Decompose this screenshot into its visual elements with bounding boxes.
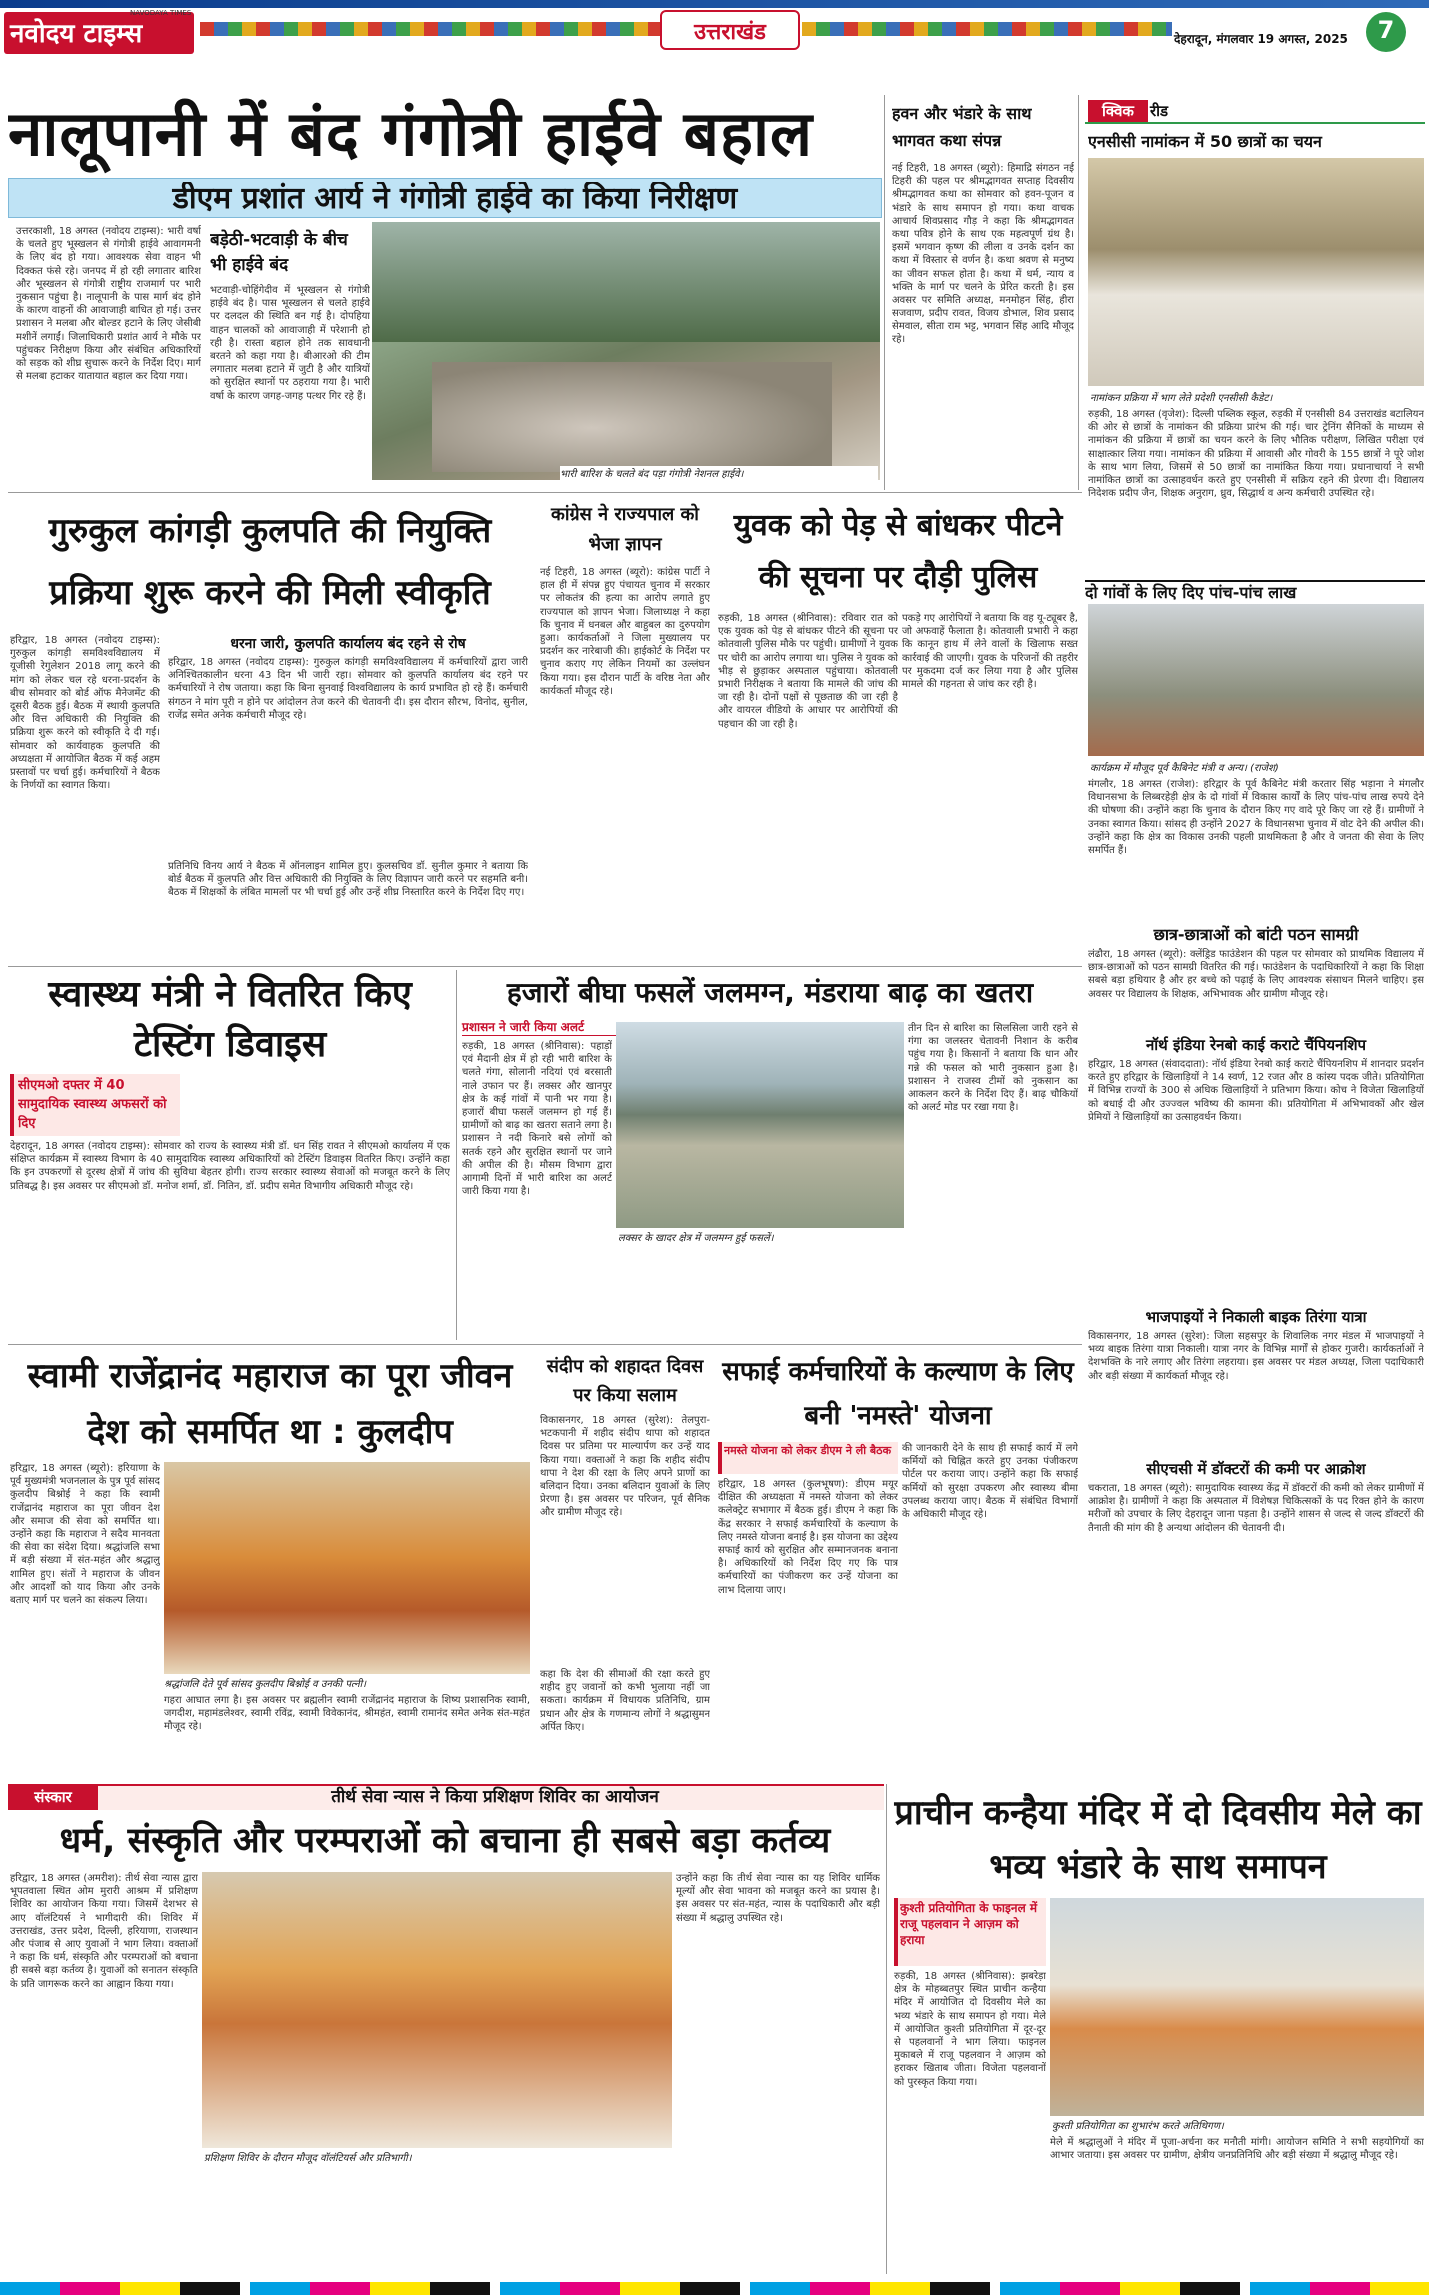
brand-small: NAVODAYA TIMES — [130, 9, 192, 17]
swami-caption: श्रद्धांजलि देते पूर्व सांसद कुलदीप बिश्नोई व उनकी पत्नी। — [164, 1676, 530, 1690]
kwik-body: रुड़की, 18 अगस्त (वृजेश): दिल्ली पब्लिक स्कूल, रुड़की में एनसीसी 84 उत्तराखंड बटालियन की ओर से छात्रों के नामांकन की प्रक्रिया प्रारंभ की गई। चार ट्रेनिंग सैनिकों के माध्यम से नामांकन की प्रक्रिया में छात्रों का चयन करने के लिए भौतिक परीक्षण, लिखित परीक्षा एवं साक्षात्कार लिया गया। नामांकन की प्रक्रिया में आवासी और गोवरी के 155 छात्रों ने पूरे जोश के साथ भाग लिया, जिसमें से 50 छात्रों का नामांकित किया गया। प्रधानाचार्या ने सभी नामांकित छात्रों का उत्साहवर्धन करते हुए एनसीसी में सक्रिय रहने की प्रेरणा दी। विद्यालय निदेशक प्रदीप जैन, शिक्षक अनुराग, ध्रुव, सिद्धार्थ व अन्य कर्मचारी उपस्थित रहे। — [1088, 409, 1424, 500]
lead-photo — [372, 222, 880, 480]
gurukul-body-a: हरिद्वार, 18 अगस्त (नवोदय टाइम्स): गुरुकुल कांगड़ी समविश्वविद्यालय में यूजीसी रेगुलेशन 2018 लागू करने की मांग को लेकर चल रहे धरना-प्रदर्शन के बीच सोमवार को बोर्ड ऑफ मैनेजमेंट की दूसरी बैठक हुई। बैठक में स्थायी कुलपति और वित्त अधिकारी की नियुक्ति की प्रक्रिया शुरू करने को स्वीकृति दे दी गई। सोमवार को कार्यवाहक कुलपति की अध्यक्षता में आयोजित बैठक में कई अहम प्रस्तावों पर चर्चा हुई। कर्मचारियों ने बैठक के निर्णयों का स्वागत किया। — [10, 635, 160, 792]
safai-kicker: नमस्ते योजना को लेकर डीएम ने ली बैठक — [724, 1444, 892, 1457]
swami-headline: स्वामी राजेंद्रानंद महाराज का पूरा जीवन देश को समर्पित था : कुलदीप — [27, 1356, 513, 1452]
divider — [456, 970, 457, 1340]
baadh-caption: लक्सर के खादर क्षेत्र में जलमग्न हुई फसलें। — [618, 1230, 904, 1244]
tirth-headline: धर्म, संस्कृति और परम्पराओं को बचाना ही सबसे बड़ा कर्तव्य — [59, 1821, 831, 1861]
gurukul-headline: गुरुकुल कांगड़ी कुलपति की नियुक्ति प्रक्रिया शुरू करने की मिली स्वीकृति — [48, 511, 492, 613]
kanhaiya-headline: प्राचीन कन्हैया मंदिर में दो दिवसीय मेले का भव्य भंडारे के साथ समापन — [894, 1793, 1422, 1887]
divider — [886, 1784, 887, 2274]
lead-body: उत्तरकाशी, 18 अगस्त (नवोदय टाइम्स): भारी वर्षा के चलते हुए भूस्खलन से गंगोत्री हाईवे आवागमनी के लिए बंद हो गया। आवश्यक सेवा वाहन भी दिक्कत फंसे रहे। जनपद में हो रही लगातार बारिश और भूस्खलन से गंगोत्री राष्ट्रीय राजमार्ग पर भारी नुकसान पहुंचा है। नालूपानी के पास मार्ग बंद होने के कारण वाहनों की आवाजाही बाधित हो गई। उत्तर प्रशासन ने मलबा और बोल्डर हटाने के लिए जेसीबी मशीनें लगाईं। जिलाधिकारी प्रशांत आर्य ने मौके पर पहुंचकर निरीक्षण किया और संबंधित अधिकारियों को सड़क को शीघ्र सुचारू करने के निर्देश दिए। मार्ग से मलबा हटाकर यातायात बहाल कर दिया गया। — [16, 226, 201, 383]
health-kicker: सीएमओ दफ्तर में 40 सामुदायिक स्वास्थ्य अफसरों को दिए — [18, 1078, 167, 1131]
tirth-caption: प्रशिक्षण शिविर के दौरान मौजूद वॉलंटियर्स और प्रतिभागी। — [204, 2150, 670, 2164]
lead-subhead: डीएम प्रशांत आर्य ने गंगोत्री हाईवे का किया निरीक्षण — [172, 182, 738, 216]
chhatra-headline: छात्र-छात्राओं को बांटी पठन सामग्री — [1153, 925, 1359, 944]
divider — [8, 492, 1082, 493]
divider — [884, 95, 885, 490]
tiranga-body: विकासनगर, 18 अगस्त (सुरेश): जिला सहसपुर के शिवालिक नगर मंडल में भाजपाइयों ने भव्य बाइक तिरंगा यात्रा निकाली। यात्रा नगर के विभिन्न मार्गों से होकर गुजरी। कार्यकर्ताओं ने देशभक्ति के नारे लगाए और तिरंगा लहराया। इस अवसर पर मंडल अध्यक्ष, जिला पदाधिकारी और बड़ी संख्या में कार्यकर्ता मौजूद रहे। — [1088, 1331, 1424, 1382]
yuvak-body: रुड़की, 18 अगस्त (श्रीनिवास): रविवार रात को एक युवक को पेड़ से बांधकर पीटने की सूचना पर कोतवाली पुलिस मौके पर पहुंची। ग्रामीणों ने युवक पर चोरी का आरोप लगाया था। पुलिस ने युवक को भीड़ से छुड़ाकर अस्पताल पहुंचाया। कोतवाली प्रभारी निरीक्षक ने बताया कि मामले की जांच की जा रही है। दोनों पक्षों से पूछताछ की जा रही है और वायरल वीडियो के आधार पर आरोपियों की पहचान की जा रही है। — [718, 613, 898, 730]
lead-sub-title: बड़ेठी-भटवाड़ी के बीच भी हाईवे बंद — [210, 230, 348, 275]
kanhaiya-body: रुड़की, 18 अगस्त (श्रीनिवास): झबरेड़ा क्षेत्र के मोहब्बतपुर स्थित प्राचीन कन्हैया मंदिर में आयोजित दो दिवसीय मेले का भव्य भंडारे के साथ समापन हो गया। मेले में आयोजित कुश्ती प्रतियोगिता में दूर-दूर से पहलवानों ने भाग लिया। फाइनल मुकाबले में राजू पहलवान ने आज़म को हराकर खिताब जीता। विजेता पहलवानों को पुरस्कृत किया गया। — [894, 1971, 1046, 2088]
health-headline: स्वास्थ्य मंत्री ने वितरित किए टेस्टिंग डिवाइस — [48, 974, 412, 1065]
kanhaiya-photo — [1050, 1898, 1424, 2116]
logo-text: नवोदय टाइम्स — [10, 19, 143, 49]
tiranga-headline: भाजपाइयों ने निकाली बाइक तिरंगा यात्रा — [1145, 1308, 1367, 1326]
sandeep-body: विकासनगर, 18 अगस्त (सुरेश): तेलपुरा-भटकपानी में शहीद संदीप थापा को शहादत दिवस पर प्रतिमा पर माल्यार्पण कर उन्हें याद किया गया। वक्ताओं ने कहा कि शहीद संदीप थापा ने देश की रक्षा के लिए अपने प्राणों का बलिदान दिया। उनका बलिदान युवाओं के लिए प्रेरणा है। इस अवसर पर परिजन, पूर्व सैनिक और ग्रामीण मौजूद रहे। — [540, 1415, 710, 1519]
divider — [1078, 95, 1079, 490]
color-strip-bottom — [0, 2282, 1429, 2295]
tirth-headline-top: तीर्थ सेवा न्यास ने किया प्रशिक्षण शिविर का आयोजन — [331, 1787, 659, 1807]
panch-body: मंगलौर, 18 अगस्त (राजेश): हरिद्वार के पूर्व कैबिनेट मंत्री करतार सिंह भड़ाना ने मंगलौर विधानसभा के लिब्बरहेड़ी क्षेत्र के दो गांवों में विकास कार्यों के लिए पांच-पांच लाख रुपये देने की घोषणा की। उन्होंने कहा कि चुनाव के दौरान किए गए वादे पूरे किए जा रहे हैं। ग्रामीणों ने उनका स्वागत किया। सांसद ही उन्होंने 2027 के विधानसभा चुनाव में वोट देने की अपील की। उन्होंने कहा कि क्षेत्र का विकास उनकी पहली प्राथमिकता है और वे जनता की सेवा के लिए समर्पित हैं। — [1088, 779, 1424, 856]
swami-body-b: गहरा आघात लगा है। इस अवसर पर ब्रह्मलीन स्वामी राजेंद्रानंद महाराज के शिष्य प्रशासनिक स्वामी, जगदीश, महामंडलेश्वर, स्वामी रविंद्र, स्वामी विवेकानंद, श्रीमहंत, स्वामी रामानंद समेत अनेक संत-महंत मौजूद रहे। — [164, 1695, 530, 1733]
kanhaiya-kicker: कुश्ती प्रतियोगिता के फाइनल में राजू पहलवान ने आज़म को हराया — [900, 1901, 1038, 1947]
photo-mountain — [372, 222, 880, 342]
gurukul-sub: धरना जारी, कुलपति कार्यालय बंद रहने से रोष — [230, 636, 466, 652]
panch-headline: दो गांवों के लिए दिए पांच-पांच लाख — [1085, 580, 1425, 602]
health-body: देहरादून, 18 अगस्त (नवोदय टाइम्स): सोमवार को राज्य के स्वास्थ्य मंत्री डॉ. धन सिंह रावत ने सीएमओ कार्यालय में एक संक्षिप्त कार्यक्रम में स्वास्थ्य विभाग के 40 सामुदायिक स्वास्थ्य अधिकारियों को टेस्टिंग डिवाइस वितरित किए। उन्होंने कहा कि इन उपकरणों से दूरस्थ क्षेत्रों में जांच की सुविधा बेहतर होगी। राज्य सरकार स्वास्थ्य सेवाओं को मजबूत करने के लिए प्रतिबद्ध है। इस अवसर पर सीएमओ डॉ. मनोज शर्मा, डॉ. नितिन, डॉ. प्रदीप समेत विभागीय अधिकारी मौजूद रहे। — [10, 1141, 450, 1192]
safai-body-b: की जानकारी देने के साथ ही सफाई कार्य में लगे कर्मियों को चिह्नित करते हुए उनका पंजीकरण पोर्टल पर कराया जाए। उन्होंने कहा कि सफाई कर्मियों को सुरक्षा उपकरण और स्वास्थ्य बीमा उपलब्ध कराया जाए। बैठक में संबंधित विभागों के अधिकारी मौजूद रहे। — [902, 1443, 1078, 1520]
karate-body: हरिद्वार, 18 अगस्त (संवाददाता): नॉर्थ इंडिया रेनबो काई कराटे चैंपियनशिप में शानदार प्रदर्शन करते हुए हरिद्वार के खिलाड़ियों ने 14 स्वर्ण, 12 रजत और 8 कांस्य पदक जीते। प्रतियोगिता में विभिन्न राज्यों के 300 से अधिक खिलाड़ियों ने प्रतिभाग किया। कोच ने विजेता खिलाड़ियों को बधाई दी और उज्ज्वल भविष्य की कामना की। प्रतियोगिता में अभिभावकों और खेल प्रेमियों ने खिलाड़ियों का उत्साहवर्धन किया। — [1088, 1059, 1424, 1123]
lead-headline: नालूपानी में बंद गंगोत्री हाईवे बहाल — [8, 97, 814, 170]
tirth-body: हरिद्वार, 18 अगस्त (अमरीश): तीर्थ सेवा न्यास द्वारा भूपतवाला स्थित ओम मुरारी आश्रम में प्रशिक्षण शिविर का आयोजन किया गया। जिसमें देशभर से आए वॉलंटियर्स ने भागीदारी की। शिविर में उत्तराखंड, उत्तर प्रदेश, दिल्ली, हरियाणा, राजस्थान और पंजाब से आए युवाओं ने भाग लिया। वक्ताओं ने कहा कि धर्म, संस्कृति और परम्पराओं को बचाना ही सबसे बड़ा कर्तव्य है। युवाओं को सनातन संस्कृति के प्रति जागरूक करने का आह्वान किया गया। — [10, 1873, 198, 1990]
kwik-label-b: रीड — [1150, 102, 1169, 120]
congress-headline: कांग्रेस ने राज्यपाल को भेजा ज्ञापन — [551, 504, 699, 555]
gurukul-body-b: हरिद्वार, 18 अगस्त (नवोदय टाइम्स): गुरुकुल कांगड़ी समविश्वविद्यालय में कर्मचारियों द्वारा जारी अनिश्चितकालीन धरना 43 दिन भी जारी रहा। सोमवार को कुलपति कार्यालय बंद रहने पर कर्मचारियों ने रोष जताया। कहा कि बिना सुनवाई विश्वविद्यालय के कार्य प्रभावित हो रहे हैं। कर्मचारी संगठन ने मांग पूरी न होने पर आंदोलन तेज करने की चेतावनी दी। इस दौरान सौरभ, विनोद, सुनील, राजेंद्र समेत अनेक कर्मचारी मौजूद रहे। — [168, 657, 528, 721]
kwik-caption: नामांकन प्रक्रिया में भाग लेते प्रदेशी एनसीसी कैडेट। — [1090, 390, 1424, 404]
yuvak-headline: युवक को पेड़ से बांधकर पीटने की सूचना पर दौड़ी पुलिस — [733, 508, 1063, 595]
tirth-kicker: संस्कार — [8, 1784, 98, 1810]
swami-photo — [164, 1462, 530, 1674]
kwik-label-a: क्विक — [1088, 100, 1148, 122]
header-pattern-right — [802, 22, 1172, 36]
baadh-kicker: प्रशासन ने जारी किया अलर्ट — [462, 1018, 622, 1036]
gurukul-body-c: प्रतिनिधि विनय आर्य ने बैठक में ऑनलाइन शामिल हुए। कुलसचिव डॉ. सुनील कुमार ने बताया कि बोर्ड बैठक में कुलपति और वित्त अधिकारी की नियुक्ति के लिए विज्ञापन जारी करने पर सहमति बनी। बैठक में शिक्षकों के लंबित मामलों पर भी चर्चा हुई और उन्हें शीघ्र निस्तारित करने के निर्देश दिए गए। — [168, 861, 528, 899]
lead-sub-body: भटवाड़ी-चोहिंगेदीव में भूस्खलन से गंगोत्री हाईवे बंद है। पास भूस्खलन से चलते हाईवे पर दलदल की स्थिति बन गई है। दोपहिया वाहन चालकों को आवाजाही में परेशानी हो रही है। रास्ता बहाल होने तक सावधानी बरतने को कहा गया है। बीआरओ की टीम लगातार मलबा हटाने में जुटी है और यात्रियों को सुरक्षित स्थानों पर ठहराया गया है। भारी वर्षा के कारण जगह-जगह पत्थर गिर रहे हैं। — [210, 285, 370, 402]
sandeep-body-b: कहा कि देश की सीमाओं की रक्षा करते हुए शहीद हुए जवानों को कभी भुलाया नहीं जा सकता। कार्यक्रम में विधायक प्रतिनिधि, ग्राम प्रधान और क्षेत्र के गणमान्य लोगों ने श्रद्धासुमन अर्पित किए। — [540, 1669, 710, 1733]
panch-caption: कार्यक्रम में मौजूद पूर्व कैबिनेट मंत्री व अन्य। (राजेश) — [1090, 760, 1424, 774]
sandeep-headline: संदीप को शहादत दिवस पर किया सलाम — [546, 1356, 704, 1406]
congress-body: नई टिहरी, 18 अगस्त (ब्यूरो): कांग्रेस पार्टी ने हाल ही में संपन्न हुए पंचायत चुनाव में सरकार पर लोकतंत्र की हत्या का आरोप लगाते हुए राज्यपाल को ज्ञापन भेजा। जिलाध्यक्ष ने कहा कि चुनाव में धनबल और बाहुबल का दुरुपयोग हुआ। कार्यकर्ताओं ने जिला मुख्यालय पर प्रदर्शन कर नारेबाजी की। हाईकोर्ट के निर्देश पर चुनाव कराए गए लेकिन नियमों का उल्लंघन किया गया। इस दौरान पार्टी के वरिष्ठ नेता और कार्यकर्ता मौजूद रहे। — [540, 567, 710, 697]
havan-body: नई टिहरी, 18 अगस्त (ब्यूरो): हिमाद्रि संगठन नई टिहरी की पहल पर श्रीमद्भागवत सप्ताह दिवसीय श्रीमद्भागवत कथा का सोमवार को हवन-पूजन व भंडारे के साथ समापन हो गया। कथा वाचक आचार्य शिवप्रसाद गौड़ ने कहा कि श्रीमद्भागवत कथा पवित्र होने के साथ एक महत्वपूर्ण ग्रंथ है। इसमें भगवान कृष्ण की लीला व उनके दर्शन का कथा में विस्तार से वर्णन है। कथा श्रवण से मनुष्य का जीवन सफल होता है। कथा में धर्म, न्याय व भक्ति के मार्ग पर चलने के प्रेरित करती है। इस अवसर पर समिति अध्यक्ष, मनमोहन सिंह, हीरा सजवाण, प्रदीप रावत, विजय डोभाल, शिव प्रसाद सेमवाल, सीता राम भट्ट, भगवान सिंह आदि मौजूद रहे। — [892, 163, 1074, 346]
tirth-photo — [202, 1872, 672, 2148]
color-bar-top — [0, 0, 1429, 8]
aakrosh-body: चकराता, 18 अगस्त (ब्यूरो): सामुदायिक स्वास्थ्य केंद्र में डॉक्टरों की कमी को लेकर ग्रामीणों में आक्रोश है। ग्रामीणों ने कहा कि अस्पताल में विशेषज्ञ चिकित्सकों के पद रिक्त होने के कारण मरीजों को उपचार के लिए देहरादून जाना पड़ता है। उन्होंने शासन से जल्द से जल्द डॉक्टरों की तैनाती की मांग की है अन्यथा आंदोलन की चेतावनी दी। — [1088, 1483, 1424, 1534]
safai-headline: सफाई कर्मचारियों के कल्याण के लिए बनी 'नमस्ते' योजना — [722, 1357, 1074, 1431]
photo-debris — [432, 362, 832, 472]
section-title: उत्तराखंड — [694, 20, 766, 45]
yuvak-body-b: पकड़े गए आरोपियों ने बताया कि वह यू-ट्यूबर है, जो अफवाहें फैलाता है। कोतवाली प्रभारी ने कहा कि कानून हाथ में लेने वालों के खिलाफ सख्त कार्रवाई की जाएगी। युवक के परिजनों की तहरीर पर मुकदमा दर्ज कर लिया गया है और पुलिस मामले की गहनता से जांच कर रही है। — [902, 613, 1078, 690]
tirth-body-b: उन्होंने कहा कि तीर्थ सेवा न्यास का यह शिविर धार्मिक मूल्यों और सेवा भावना को मजबूत करने का प्रयास है। इस अवसर पर संत-महंत, न्यास के पदाधिकारी और बड़ी संख्या में श्रद्धालु उपस्थित रहे। — [676, 1873, 880, 1924]
havan-headline: हवन और भंडारे के साथ भागवत कथा संपन्न — [892, 104, 1032, 150]
kanhaiya-body-b: मेले में श्रद्धालुओं ने मंदिर में पूजा-अर्चना कर मनौती मांगी। आयोजन समिति ने सभी सहयोगियों का आभार जताया। इस अवसर पर ग्रामीण, क्षेत्रीय जनप्रतिनिधि और बड़ी संख्या में श्रद्धालु मौजूद रहे। — [1050, 2137, 1424, 2162]
baadh-photo — [616, 1022, 904, 1228]
kwik-headline: एनसीसी नामांकन में 50 छात्रों का चयन — [1088, 132, 1322, 151]
karate-headline: नॉर्थ इंडिया रेनबो काई कराटे चैंपियनशिप — [1145, 1036, 1367, 1054]
baadh-body-b: तीन दिन से बारिश का सिलसिला जारी रहने से गंगा का जलस्तर चेतावनी निशान के करीब पहुंच गया है। किसानों ने बताया कि धान और गन्ने की फसल को भारी नुकसान हुआ है। प्रशासन ने राजस्व टीमों को नुकसान का आकलन करने के निर्देश दिए हैं। बाढ़ चौकियों को अलर्ट मोड पर रखा गया है। — [908, 1023, 1078, 1114]
baadh-body: रुड़की, 18 अगस्त (श्रीनिवास): पहाड़ों एवं मैदानी क्षेत्र में हो रही भारी बारिश के चलते गंगा, सोलानी नदियां एवं बरसाती नाले उफान पर हैं। लक्सर और खानपुर क्षेत्र के कई गांवों में पानी भर गया है। हजारों बीघा फसलें जलमग्न हो गई हैं। ग्रामीणों को बाढ़ का खतरा सताने लगा है। प्रशासन ने नदी किनारे बसे लोगों को सतर्क रहने और सुरक्षित स्थानों पर जाने की अपील की है। मौसम विभाग द्वारा आगामी दिनों में भारी बारिश का अलर्ट जारी किया गया है। — [462, 1041, 612, 1198]
panch-photo — [1088, 604, 1424, 756]
baadh-headline: हजारों बीघा फसलें जलमग्न, मंडराया बाढ़ का खतरा — [506, 976, 1034, 1009]
kanhaiya-caption: कुश्ती प्रतियोगिता का शुभारंभ करते अतिथिगण। — [1052, 2118, 1422, 2132]
divider — [8, 966, 1082, 967]
aakrosh-headline: सीएचसी में डॉक्टरों की कमी पर आक्रोश — [1146, 1460, 1366, 1478]
safai-body: हरिद्वार, 18 अगस्त (कुलभूषण): डीएम मयूर दीक्षित की अध्यक्षता में नमस्ते योजना को लेकर कलेक्ट्रेट सभागार में बैठक हुई। डीएम ने कहा कि केंद्र सरकार ने सफाई कर्मचारियों के कल्याण के लिए नमस्ते योजना बनाई है। इस योजना का उद्देश्य सफाई कार्य को सुरक्षित और सम्मानजनक बनाना है। अधिकारियों को निर्देश दिए गए कि पात्र कर्मचारियों का पंजीकरण कर उन्हें योजना का लाभ दिलाया जाए। — [718, 1479, 898, 1596]
divider — [8, 1344, 1082, 1345]
lead-photo-caption: भारी बारिश के चलते बंद पड़ा गंगोत्री नेशनल हाईवे। — [560, 466, 878, 480]
kwik-photo — [1088, 158, 1424, 386]
header-pattern — [200, 22, 660, 36]
header-date: देहरादून, मंगलवार 19 अगस्त, 2025 — [1174, 32, 1348, 46]
page-number: 7 — [1377, 16, 1395, 44]
swami-body: हरिद्वार, 18 अगस्त (ब्यूरो): हरियाणा के पूर्व मुख्यमंत्री भजनलाल के पुत्र पूर्व सांसद कुलदीप बिश्नोई ने कहा कि स्वामी राजेंद्रानंद महाराज का पूरा जीवन देश और समाज की सेवा को समर्पित था। उन्होंने कहा कि महाराज ने सदैव मानवता की सेवा का संदेश दिया। श्रद्धांजलि सभा में बड़ी संख्या में संत-महंत और श्रद्धालु शामिल हुए। संतों ने महाराज के जीवन और आदर्शों को याद किया और उनके बताए मार्ग पर चलने का संकल्प लिया। — [10, 1463, 160, 1606]
chhatra-body: लंढौरा, 18 अगस्त (ब्यूरो): क्लेंड्रिड फाउंडेशन की पहल पर सोमवार को प्राथमिक विद्यालय में छात्र-छात्राओं को पठन सामग्री वितरित की गई। फाउंडेशन के पदाधिकारियों ने कहा कि शिक्षा सबसे बड़ा हथियार है और हर बच्चे को पढ़ाई के लिए आवश्यक संसाधन मिलने चाहिए। इस अवसर पर विद्यालय के शिक्षक, अभिभावक और ग्रामीण मौजूद रहे। — [1088, 949, 1424, 1000]
